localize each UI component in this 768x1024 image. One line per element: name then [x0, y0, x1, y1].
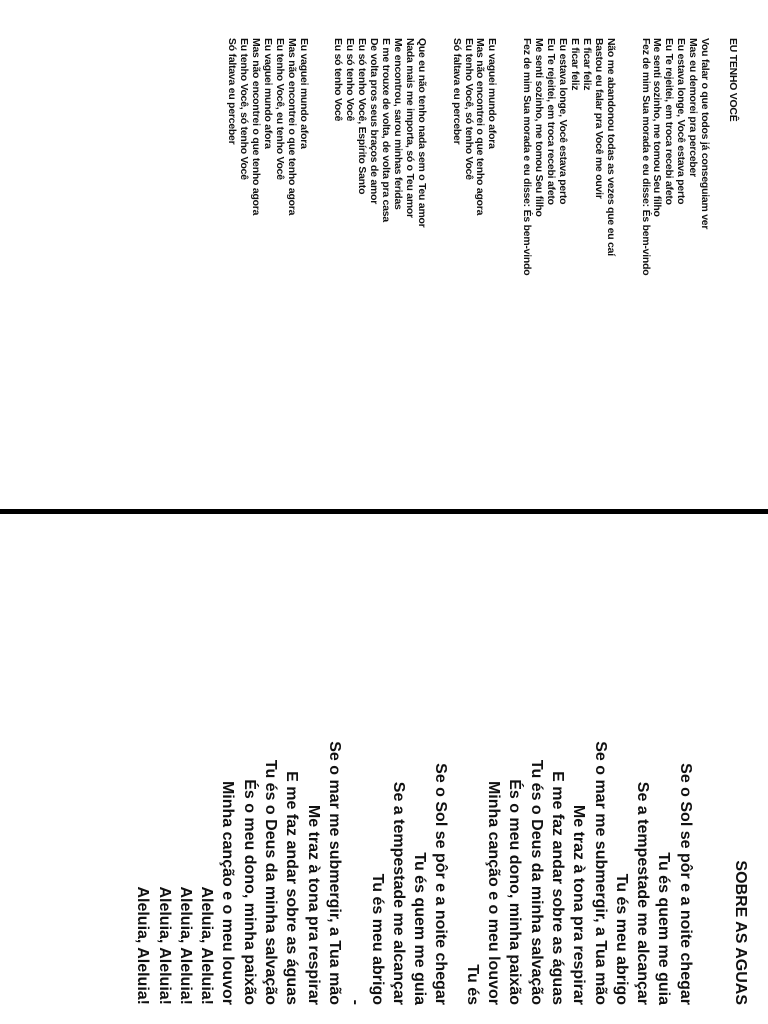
lyric-line: Tu és — [463, 964, 481, 1005]
stanza — [332, 38, 427, 508]
lyric-line: Minha canção e o meu louvor — [485, 780, 503, 1005]
lyric-line: Eu vaguei mundo afora — [297, 38, 309, 149]
lyric-line: Só faltava eu perceber — [450, 38, 462, 145]
lyric-line: Me senti sozinho, me tomou Seu filho — [533, 38, 545, 217]
page-divider — [0, 509, 768, 514]
lyric-line: Aleluia, Aleluia! — [176, 886, 194, 1005]
lyric-line: Me traz à tona pra respirar — [304, 804, 322, 1005]
lyric-line: Eu tenho Você, eu tenho Você — [273, 38, 285, 180]
lyric-line: Tu és quem me guia — [655, 852, 673, 1005]
lyric-line: Eu estava longe, Você estava perto — [557, 38, 569, 205]
lyric-line: Tu és meu abrigo — [368, 873, 386, 1005]
stanza — [639, 38, 710, 508]
lyric-line: Eu tenho Você, só tenho Você — [238, 38, 249, 180]
lyric-line: Se o Sol se pôr e a noite chegar — [432, 763, 450, 1005]
lyric-line: Tu és o Deus da minha salvação — [262, 759, 280, 1005]
stanza — [450, 38, 498, 508]
lyric-line: Eu Te rejeitei, em troca recebi afeto — [663, 38, 675, 205]
lyric-line: - — [347, 999, 365, 1005]
lyric-line: Se a tempestade me alcançar — [389, 781, 407, 1005]
lyric-line: Minha canção e o meu louvor — [219, 780, 237, 1005]
lyric-line: E me trouxe de volta, de volta pra casa — [380, 38, 392, 222]
lyric-line: Me traz à tona pra respirar — [570, 804, 588, 1005]
song-title: EU TENHO VOCÊ — [727, 38, 738, 122]
lyric-line: Mas eu demorei pra perceber — [687, 38, 699, 177]
lyric-line: Aleluia, Aleluia! — [198, 886, 216, 1005]
lyric-line: És o meu dono, minha paixão — [240, 779, 258, 1005]
lyric-line: Se o mar me submergir, a Tua mão — [325, 741, 343, 1005]
stanza-gap — [451, 667, 461, 1005]
lyric-line: E me faz andar sobre as águas — [283, 771, 301, 1005]
lyric-line: Eu vaguei mundo afora — [261, 38, 273, 149]
song-title: SOBRE AS AGUAS — [732, 860, 749, 1005]
lyric-line: E ficar feliz — [580, 38, 592, 91]
lyric-line: Me senti sozinho, me tomou Seu filho — [651, 38, 663, 217]
lyric-line: Eu só tenho Você — [344, 38, 356, 122]
lyric-line: Tu és meu abrigo — [612, 873, 630, 1005]
lyric-line: Eu tenho Você, só tenho Você — [462, 38, 474, 180]
lyric-line: Eu Te rejeitei, em troca recebi afeto — [545, 38, 557, 205]
bottom-page — [0, 515, 768, 1024]
lyric-line: Só faltava eu perceber — [226, 38, 238, 145]
lyric-line: Mas não encontrei o que tenho agora — [285, 38, 297, 216]
lyric-line: Tu és o Deus da minha salvação — [527, 759, 545, 1005]
lyric-line: Que eu não tenho nada sem o Teu amor — [415, 38, 427, 228]
song-lines — [132, 667, 696, 1005]
song-eu-tenho-voce — [3, 38, 738, 508]
lyric-line: Aleluia, Aleluia! — [134, 886, 152, 1005]
lyric-line: Tu és quem me guia — [411, 852, 429, 1005]
lyric-line: Bastou eu falar pra Você me ouvir — [592, 38, 604, 199]
lyric-line: És o meu dono, minha paixão — [506, 779, 524, 1005]
lyric-line: Vou falar o que todos já conseguiam ver — [699, 38, 711, 230]
lyric-line: Nada mais me importa, só o Teu amor — [403, 38, 415, 218]
lyric-line: De volta pros seus braços de amor — [368, 38, 380, 205]
lyric-line: Mas não encontrei o que tenho agora — [474, 38, 486, 216]
lyric-line: Não me abandonou todas as vezes que eu caí — [604, 38, 616, 256]
lyric-line: Mas não encontrei o que tenho agora — [249, 38, 261, 216]
lyric-line: Fez de mim Sua morada e eu disse: És bem-vindo — [639, 38, 651, 276]
lyric-line: Eu só tenho Você, Espírito Santo — [356, 38, 368, 195]
lyric-line: Eu só tenho Você — [332, 38, 344, 122]
top-page — [0, 0, 768, 508]
stanza — [520, 38, 615, 508]
song-stanzas — [225, 38, 710, 508]
lyric-line: Me encontrou, sarou minhas feridas — [391, 38, 403, 210]
lyric-line: E ficar feliz — [568, 38, 580, 91]
lyric-line: E me faz andar sobre as águas — [548, 771, 566, 1005]
lyric-line: Se a tempestade me alcançar — [634, 781, 652, 1005]
lyric-line: Eu vaguei mundo afora — [486, 38, 498, 149]
song-sobre-as-aguas — [11, 667, 751, 1005]
stanza — [225, 38, 308, 508]
lyric-line: Fez de mim Sua morada e eu disse: És bem-vindo — [521, 38, 533, 276]
lyric-line: Aleluia, Aleluia! — [155, 886, 173, 1005]
lyric-line: Se o Sol se pôr e a noite chegar — [676, 763, 694, 1005]
lyric-line: Se o mar me submergir, a Tua mão — [591, 741, 609, 1005]
lyric-line: Eu estava longe, Você estava perto — [675, 38, 687, 205]
